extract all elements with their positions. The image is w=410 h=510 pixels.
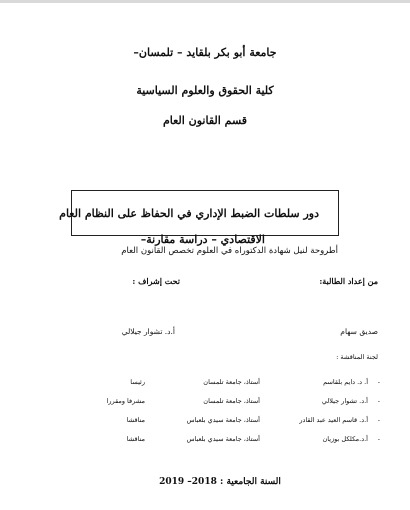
university-name: جامعة أبو بكر بلقايد – تلمسان–: [133, 46, 277, 59]
thesis-title-line-2: الاقتصادي – دراسة مقارنة–: [140, 233, 265, 246]
academic-year: السنة الجامعية : 2018– 2019: [159, 477, 281, 487]
member-name: أ.د.مكلكل بوزيان: [322, 435, 368, 443]
faculty-name: كلية الحقوق والعلوم السياسية: [136, 84, 274, 97]
supervisor-name: أ.د. تشوار جيلالي: [121, 327, 175, 336]
member-name: أ.د. تشوار جيلالي: [321, 397, 368, 405]
thesis-subtitle: أطروحة لنيل شهادة الدكتوراه في العلوم تخصص القانون العام: [121, 246, 338, 256]
member-position: أستاذ، جامعة سيدي بلعباس: [186, 435, 260, 443]
committee-row: [60, 435, 380, 447]
member-role: مشرفا ومقررا: [106, 397, 145, 405]
member-position: أستاذ، جامعة تلمسان: [203, 378, 260, 386]
row-bullet: -: [377, 416, 380, 424]
committee-row: [60, 397, 380, 409]
page-top-edge: [0, 0, 410, 3]
department-name: قسم القانون العام: [162, 114, 248, 127]
committee-row: [60, 378, 380, 390]
student-name: صديق سهام: [340, 327, 378, 336]
member-position: أستاذ، جامعة سيدي بلعباس: [186, 416, 260, 424]
row-bullet: -: [377, 397, 380, 405]
member-position: أستاذ، جامعة تلمسان: [203, 397, 260, 405]
committee-row: [60, 416, 380, 428]
row-bullet: -: [377, 378, 380, 386]
row-bullet: -: [377, 435, 380, 443]
student-label: من إعداد الطالبة:: [319, 276, 378, 286]
thesis-title-line-1: دور سلطات الضبط الإداري في الحفاظ على النظام العام: [59, 207, 319, 220]
member-name: أ.د. قاسم العيد عبد القادر: [299, 416, 368, 424]
member-role: مناقشا: [126, 416, 145, 424]
supervisor-label: تحت إشراف :: [132, 276, 180, 286]
member-name: أ. د. دايم بلقاسم: [323, 378, 368, 386]
member-role: رئيسا: [130, 378, 145, 386]
member-role: مناقشا: [126, 435, 145, 443]
committee-label: لجنة المناقشة :: [336, 353, 378, 361]
